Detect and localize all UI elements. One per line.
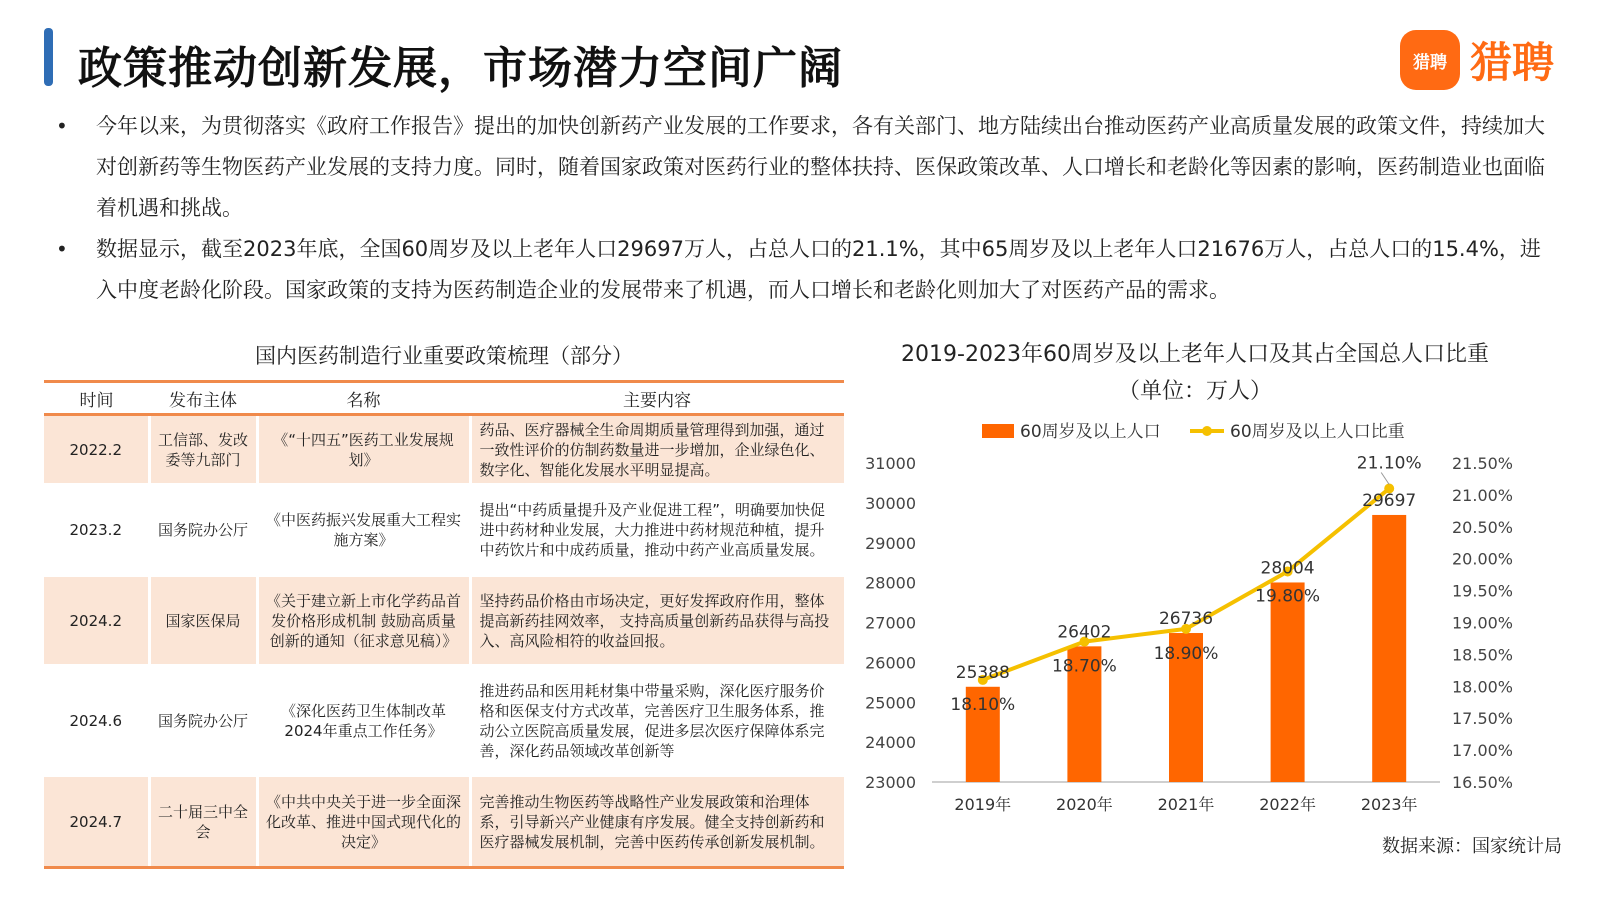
policy-table: [44, 380, 844, 869]
ratio-label-leader: [1381, 473, 1389, 485]
cell-issuer: 工信部、发改委等九部门: [149, 415, 257, 485]
bullet-item: [56, 106, 1556, 229]
right-axis-tick: 19.50%: [1452, 581, 1514, 601]
cell-name: 《中共中央关于进一步全面深化改革、推进中国式现代化的决定》: [257, 776, 470, 868]
right-axis-tick: 17.50%: [1452, 709, 1514, 729]
cell-content: 推进药品和医用耗材集中带量采购，深化医疗服务价格和医保支付方式改革，完善医疗卫生服务体系，推动公立医院高质量发展，促进多层次医疗保障体系完善，深化药品领域改革创新等: [470, 666, 844, 776]
ratio-data-label: 19.80%: [1255, 586, 1321, 607]
legend-marker-ratio: [1202, 426, 1212, 436]
liepin-logo-text: 猎聘: [1470, 38, 1555, 87]
population-data-label: 25388: [955, 662, 1010, 683]
table-row: [44, 485, 844, 576]
cell-name: 《深化医药卫生体制改革2024年重点工作任务》: [257, 666, 470, 776]
bullet-marker: •: [56, 237, 68, 261]
x-axis-tick: 2023年: [1360, 795, 1418, 814]
left-axis-tick: 24000: [865, 733, 916, 753]
table-header-row: [44, 382, 844, 415]
cell-issuer: 国务院办公厅: [149, 485, 257, 576]
right-axis-tick: 18.50%: [1452, 645, 1514, 665]
liepin-logo: [1400, 30, 1554, 90]
left-axis-tick: 31000: [865, 454, 916, 473]
bullet-text: 数据显示，截至2023年底，全国60周岁及以上老年人口29697万人，占总人口的21.1%，其中65周岁及以上老年人口21676万人，占总人口的15.4%，进入中度老龄化阶段。国家政策的支持为医药制造企业的发展带来了机遇，而人口增长和老龄化则加大了对医药产品的需求。: [96, 237, 1541, 302]
cell-time: 2022.2: [44, 415, 149, 485]
x-axis-tick: 2020年: [1056, 795, 1113, 814]
population-data-label: 29697: [1362, 490, 1417, 511]
data-source: 数据来源：国家统计局: [1382, 836, 1562, 857]
summary-bullets: [56, 106, 1556, 311]
left-axis-tick: 25000: [865, 693, 916, 713]
x-axis-tick: 2022年: [1259, 795, 1316, 814]
right-axis-tick: 21.00%: [1452, 485, 1514, 505]
right-axis-tick: 19.00%: [1452, 613, 1514, 633]
ratio-data-label: 18.90%: [1153, 643, 1219, 664]
right-axis-tick: 17.00%: [1452, 741, 1514, 761]
cell-content: 药品、医疗器械全生命周期质量管理得到加强，通过一致性评价的仿制药数量进一步增加，企业绿色化、数字化、智能化发展水平明显提高。: [470, 415, 844, 485]
header-content: 主要内容: [470, 382, 844, 415]
header-name: 名称: [257, 382, 470, 415]
cell-content: 提出“中药质量提升及产业促进工程”，明确要加快促进中药材种业发展，大力推进中药材规范种植，提升中药饮片和中成药质量，推动中药产业高质量发展。: [470, 485, 844, 576]
legend-swatch-population: [982, 424, 1014, 438]
left-axis-tick: 30000: [865, 493, 916, 513]
ratio-data-label: 18.70%: [1051, 656, 1117, 677]
legend-label-ratio: 60周岁及以上人口比重: [1230, 422, 1405, 442]
ratio-data-label: 21.10%: [1356, 453, 1422, 474]
elderly-population-chart: [860, 410, 1580, 830]
cell-name: 《中医药振兴发展重大工程实施方案》: [257, 485, 470, 576]
title-accent-bar: [44, 28, 53, 86]
cell-time: 2024.7: [44, 776, 149, 868]
left-axis-tick: 28000: [865, 573, 916, 593]
cell-content: 完善推动生物医药等战略性产业发展政策和治理体系，引导新兴产业健康有序发展。健全支持创新药和医疗器械发展机制，完善中医药传承创新发展机制。: [470, 776, 844, 868]
bullet-item: [56, 229, 1556, 311]
chart-title: 2019-2023年60周岁及以上老年人口及其占全国总人口比重（单位：万人）: [901, 342, 1489, 404]
x-axis-tick: 2019年: [954, 795, 1012, 814]
left-axis-tick: 27000: [865, 613, 916, 633]
table-row: [44, 776, 844, 868]
cell-name: 《“十四五”医药工业发展规划》: [257, 415, 470, 485]
population-data-label: 26402: [1057, 622, 1112, 643]
cell-time: 2024.2: [44, 576, 149, 666]
liepin-logo-icon: 猎聘: [1400, 30, 1460, 90]
population-data-label: 26736: [1158, 609, 1214, 630]
header-issuer: 发布主体: [149, 382, 257, 415]
cell-name: 《关于建立新上市化学药品首发价格形成机制 鼓励高质量创新的通知（征求意见稿）》: [257, 576, 470, 666]
right-axis-tick: 20.50%: [1452, 517, 1514, 537]
table-row: [44, 666, 844, 776]
right-axis-tick: 16.50%: [1452, 773, 1514, 792]
cell-time: 2024.6: [44, 666, 149, 776]
bullet-text: 今年以来，为贯彻落实《政府工作报告》提出的加快创新药产业发展的工作要求，各有关部门、地方陆续出台推动医药产业高质量发展的政策文件，持续加大对创新药等生物医药产业发展的支持力度。同时，随着国家政策对医药行业的整体扶持、医保政策改革、人口增长和老龄化等因素的影响，医药制造业也面临着机遇和挑战。: [96, 114, 1545, 220]
table-row: [44, 415, 844, 485]
policy-table-title: 国内医药制造行业重要政策梳理（部分）: [255, 344, 633, 368]
page-title: 政策推动创新发展，市场潜力空间广阔: [78, 43, 843, 94]
population-bar: [1372, 515, 1406, 782]
cell-time: 2023.2: [44, 485, 149, 576]
left-axis-tick: 26000: [865, 653, 916, 673]
left-axis-tick: 23000: [865, 773, 916, 792]
right-axis-tick: 21.50%: [1452, 454, 1514, 473]
ratio-data-label: 18.10%: [950, 694, 1016, 715]
right-axis-tick: 20.00%: [1452, 549, 1514, 569]
cell-issuer: 国务院办公厅: [149, 666, 257, 776]
header-time: 时间: [44, 382, 149, 415]
x-axis-tick: 2021年: [1157, 795, 1215, 814]
table-row: [44, 576, 844, 666]
population-data-label: 28004: [1260, 558, 1315, 579]
cell-issuer: 二十届三中全会: [149, 776, 257, 868]
cell-issuer: 国家医保局: [149, 576, 257, 666]
left-axis-tick: 29000: [865, 533, 916, 553]
right-axis-tick: 18.00%: [1452, 677, 1514, 697]
bullet-marker: •: [56, 114, 68, 138]
legend-label-population: 60周岁及以上人口: [1020, 422, 1161, 442]
population-bar: [1271, 582, 1305, 782]
cell-content: 坚持药品价格由市场决定，更好发挥政府作用，整体提高新药挂网效率， 支持高质量创新药品获得与高投入、高风险相符的收益回报。: [470, 576, 844, 666]
